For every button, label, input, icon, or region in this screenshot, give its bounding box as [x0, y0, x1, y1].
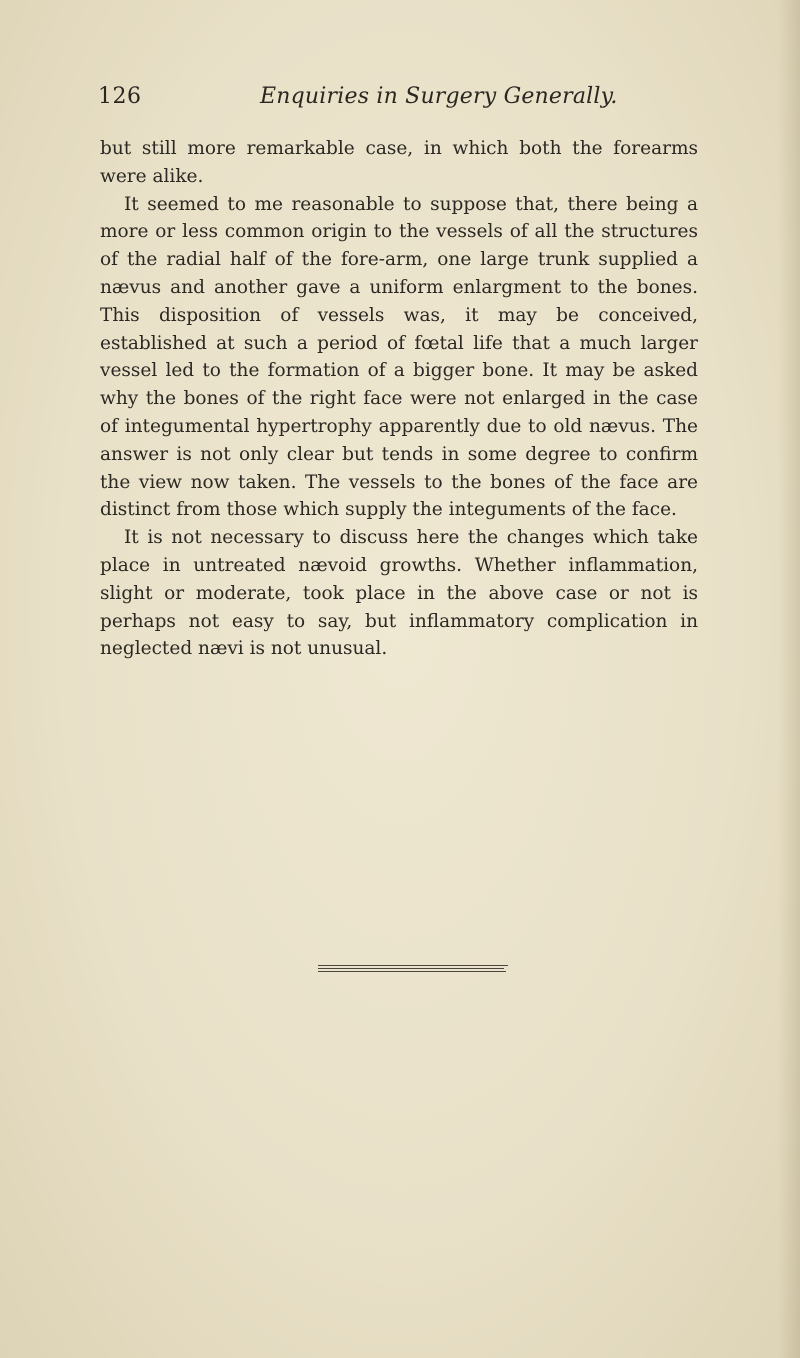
paragraph-continuation: but still more remarkable case, in which both the forearms were alike. — [100, 138, 698, 187]
rule-line — [318, 965, 508, 966]
page-number: 126 — [98, 84, 142, 109]
running-title: Enquiries in Surgery Generally. — [260, 84, 618, 109]
body-text — [100, 135, 698, 663]
rule-line — [318, 968, 504, 969]
paragraph: It is not necessary to discuss here the changes which take place in untreated nævoid growths. Whether inflammation, slight or moderate, took place in the above case or not is perhaps not easy to say, but inflammatory complication in neglected nævi is not unusual. — [100, 527, 698, 660]
rule-line — [318, 971, 506, 972]
page-edge-shadow — [778, 0, 800, 1358]
paragraph: It seemed to me reasonable to suppose that, there being a more or less common origin to the vessels of all the structures of the radial half of the fore-arm, one large trunk supplied a nævus and another gave a uniform enlargment to the bones. This disposition of vessels was, it may be conceived, established at such a period of fœtal life that a much larger vessel led to the formation of a bigger bone. It may be asked why the bones of the right face were not enlarged in the case of integumental hypertrophy apparently due to old nævus. The answer is not only clear but tends in some degree to confirm the view now taken. The vessels to the bones of the face are distinct from those which supply the integuments of the face. — [100, 193, 698, 521]
running-header — [98, 84, 698, 118]
section-end-rule — [318, 965, 508, 971]
